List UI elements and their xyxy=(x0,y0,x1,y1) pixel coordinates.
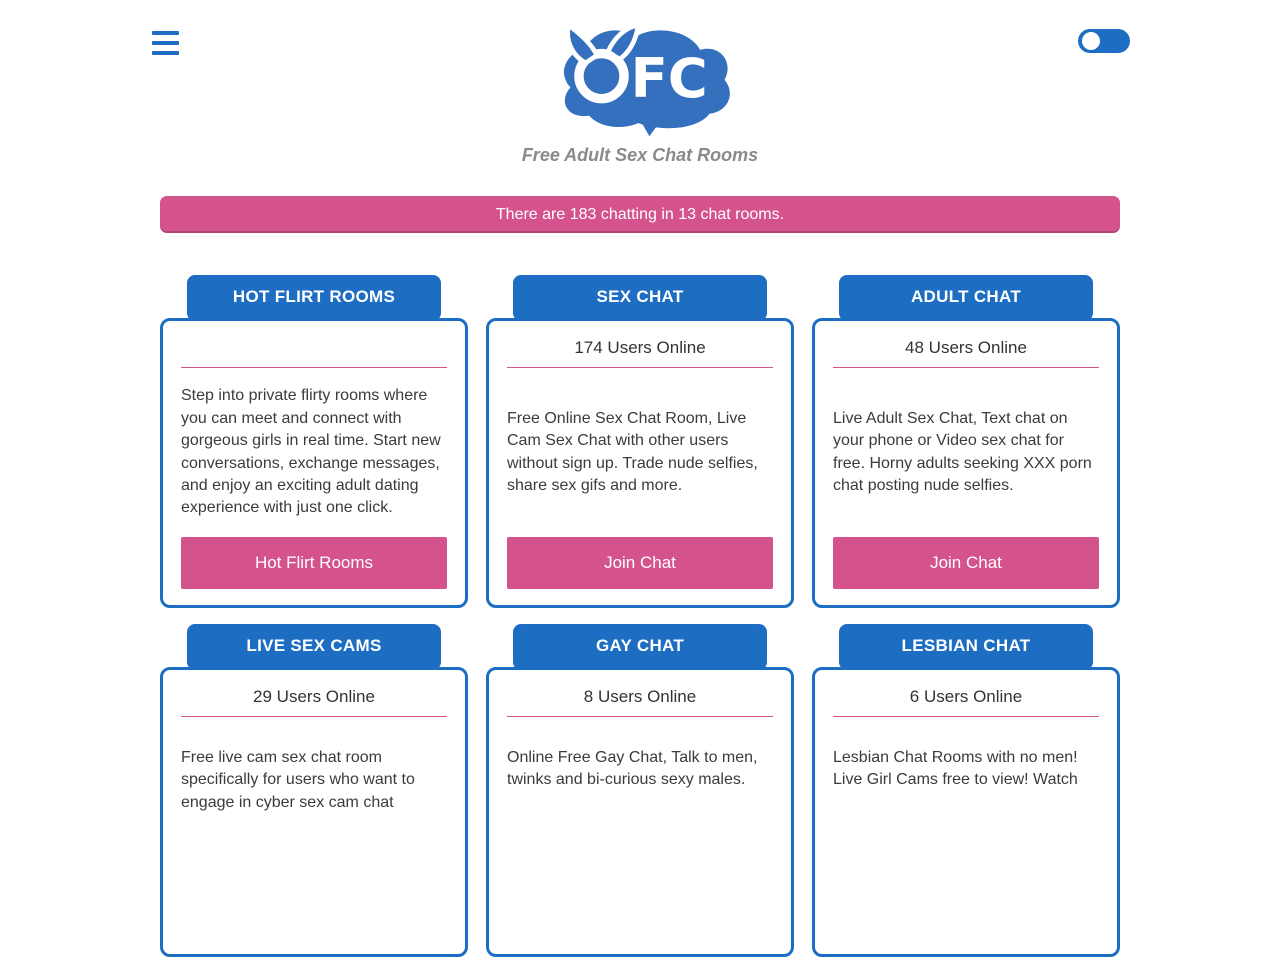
ofc-logo-icon xyxy=(542,16,738,140)
room-cell xyxy=(486,275,794,608)
room-cell xyxy=(812,275,1120,608)
room-title-tab: GAY CHAT xyxy=(513,624,767,670)
dark-mode-toggle[interactable] xyxy=(1078,29,1130,53)
users-online-count: 48 Users Online xyxy=(905,338,1027,357)
users-online-count xyxy=(181,335,447,361)
rooms-grid xyxy=(160,275,1120,957)
room-title-tab: HOT FLIRT ROOMS xyxy=(187,275,441,321)
room-description-area xyxy=(507,368,773,537)
users-online-count: 29 Users Online xyxy=(253,687,375,706)
room-description: Step into private flirty rooms where you can meet and connect with gorgeous girls in real time. Start new conversations, exchange messages, and enjoy an exciting adult dating experience with just one click. xyxy=(181,387,441,517)
room-description: Free live cam sex chat room specifically for users who want to engage in cyber sex cam chat xyxy=(181,749,415,811)
room-description-area xyxy=(507,717,773,938)
room-description: Lesbian Chat Rooms with no men! Live Girl Cams free to view! Watch xyxy=(833,749,1078,789)
users-online-count: 8 Users Online xyxy=(583,687,697,706)
room-cell xyxy=(812,624,1120,957)
room-cell xyxy=(160,624,468,957)
room-cell xyxy=(486,624,794,957)
room-title-tab: ADULT CHAT xyxy=(839,275,1093,321)
room-description-area xyxy=(833,368,1099,537)
page xyxy=(0,16,1280,816)
room-description: Online Free Gay Chat, Talk to men, twinks and bi-curious sexy males. xyxy=(507,749,758,789)
join-chat-button[interactable]: Join Chat xyxy=(833,537,1099,589)
room-description-area xyxy=(181,717,447,938)
join-chat-button[interactable]: Join Chat xyxy=(507,537,773,589)
room-description-area xyxy=(181,368,447,537)
room-card xyxy=(486,318,794,608)
users-online-count: 6 Users Online xyxy=(909,687,1023,706)
join-chat-button[interactable]: Hot Flirt Rooms xyxy=(181,537,447,589)
room-description: Live Adult Sex Chat, Text chat on your phone or Video sex chat for free. Horny adults seeking XXX porn chat posting nude selfies. xyxy=(833,409,1092,494)
room-description-area xyxy=(833,717,1099,938)
users-online-count: 174 Users Online xyxy=(574,338,706,357)
room-title-tab: SEX CHAT xyxy=(513,275,767,321)
site-tagline: Free Adult Sex Chat Rooms xyxy=(521,145,759,165)
room-card xyxy=(812,667,1120,957)
hamburger-bar xyxy=(152,41,179,45)
online-count-banner xyxy=(160,196,1120,233)
svg-text:FC: FC xyxy=(630,45,708,110)
online-count-text: There are 183 chatting in 13 chat rooms. xyxy=(495,205,785,223)
room-card xyxy=(486,667,794,957)
room-cell xyxy=(160,275,468,608)
logo[interactable] xyxy=(540,16,740,140)
hamburger-menu-icon[interactable] xyxy=(152,31,179,55)
room-title-tab: LIVE SEX CAMS xyxy=(187,624,441,670)
room-card xyxy=(160,318,468,608)
hamburger-bar xyxy=(152,51,179,55)
room-description: Free Online Sex Chat Room, Live Cam Sex Chat with other users without sign up. Trade nude selfies, share sex gifs and more. xyxy=(507,409,758,494)
room-card xyxy=(812,318,1120,608)
room-card xyxy=(160,667,468,957)
hamburger-bar xyxy=(152,31,179,35)
toggle-knob xyxy=(1082,32,1100,50)
room-title-tab: LESBIAN CHAT xyxy=(839,624,1093,670)
